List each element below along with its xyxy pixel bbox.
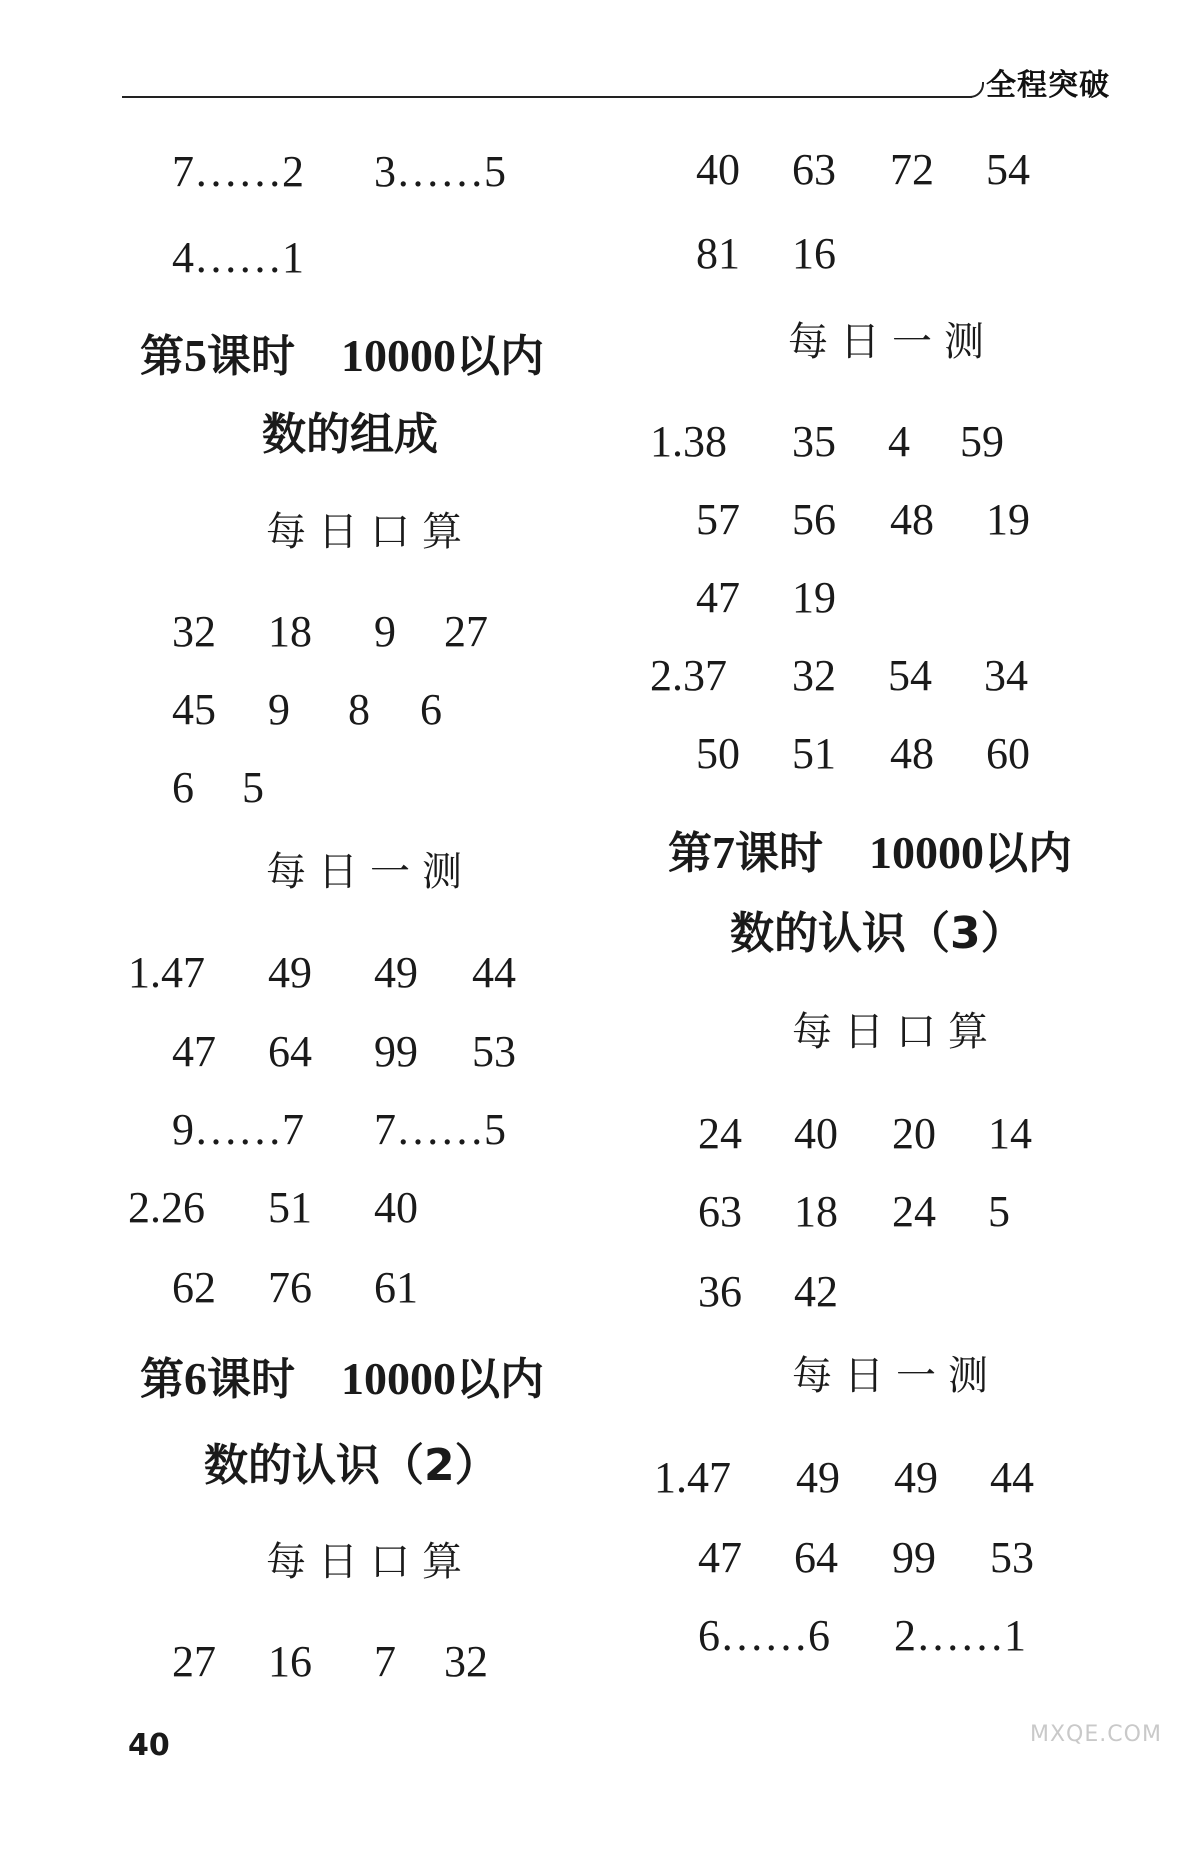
answer-value: 49 bbox=[268, 948, 312, 997]
lesson-6-title bbox=[140, 1353, 544, 1405]
lesson-title-suffix: 以内 bbox=[455, 1354, 544, 1405]
header-brand: 全程突破 bbox=[986, 68, 1110, 103]
answer-value: 53 bbox=[990, 1533, 1034, 1582]
answer-value: 81 bbox=[696, 229, 740, 278]
answer-value: 60 bbox=[986, 729, 1030, 778]
answer-value: 45 bbox=[172, 685, 216, 734]
answer-value: 47 bbox=[698, 1533, 742, 1582]
section-heading-daily-mental-math: 每日口算 bbox=[792, 1009, 1000, 1055]
section-heading-daily-test: 每日一测 bbox=[266, 849, 474, 895]
answer-value: 63 bbox=[792, 145, 836, 194]
answer-value: 8 bbox=[348, 685, 370, 734]
watermark: MXQE.COM bbox=[1030, 1722, 1162, 1747]
answer-value: 50 bbox=[696, 729, 740, 778]
answer-value: 18 bbox=[794, 1187, 838, 1236]
answer-value: 9 bbox=[374, 607, 396, 656]
answer-value: 53 bbox=[472, 1027, 516, 1076]
answer-value: 2.37 bbox=[650, 651, 727, 700]
answer-value: 44 bbox=[990, 1453, 1034, 1502]
answer-value: 99 bbox=[374, 1027, 418, 1076]
header-hook-ornament bbox=[968, 82, 984, 98]
answer-value: 32 bbox=[792, 651, 836, 700]
answer-line bbox=[698, 1611, 1026, 1746]
lesson-7-subtitle: 数的认识（3） bbox=[730, 908, 1025, 959]
lesson-title-prefix: 第 bbox=[140, 1354, 184, 1405]
answer-line bbox=[172, 763, 264, 898]
answer-value: 3……5 bbox=[374, 147, 506, 196]
lesson-number: 6 bbox=[184, 1353, 207, 1404]
answer-value: 47 bbox=[696, 573, 740, 622]
lesson-title-prefix: 第 bbox=[668, 828, 712, 879]
answer-value: 49 bbox=[796, 1453, 840, 1502]
answer-value: 19 bbox=[986, 495, 1030, 544]
lesson-title-suffix: 以内 bbox=[983, 828, 1072, 879]
answer-value: 64 bbox=[268, 1027, 312, 1076]
page-number: 40 bbox=[128, 1728, 170, 1763]
lesson-5-subtitle: 数的组成 bbox=[262, 409, 438, 460]
answer-value: 6 bbox=[172, 763, 194, 812]
answer-value: 19 bbox=[792, 573, 836, 622]
lesson-title-mid: 课时 bbox=[735, 828, 823, 879]
answer-value: 63 bbox=[698, 1187, 742, 1236]
answer-value: 61 bbox=[374, 1263, 418, 1312]
answer-value: 7 bbox=[374, 1637, 396, 1686]
lesson-7-title bbox=[668, 827, 1072, 879]
answer-value: 9 bbox=[268, 685, 290, 734]
section-heading-daily-test: 每日一测 bbox=[788, 319, 996, 365]
answer-value: 24 bbox=[892, 1187, 936, 1236]
answer-value: 76 bbox=[268, 1263, 312, 1312]
answer-value: 59 bbox=[960, 417, 1004, 466]
answer-line bbox=[172, 233, 304, 324]
answer-value: 32 bbox=[444, 1637, 488, 1686]
answer-line bbox=[698, 1267, 838, 1402]
answer-value: 7……2 bbox=[172, 147, 304, 196]
answer-value: 42 bbox=[794, 1267, 838, 1316]
answer-value: 2……1 bbox=[894, 1611, 1026, 1660]
answer-value: 5 bbox=[242, 763, 264, 812]
answer-value: 35 bbox=[792, 417, 836, 466]
answer-value: 54 bbox=[888, 651, 932, 700]
answer-value: 40 bbox=[794, 1109, 838, 1158]
lesson-6-subtitle: 数的认识（2） bbox=[204, 1440, 499, 1491]
lesson-range: 10000 bbox=[868, 827, 984, 878]
answer-value: 44 bbox=[472, 948, 516, 997]
lesson-number: 7 bbox=[712, 827, 735, 878]
answer-value: 40 bbox=[696, 145, 740, 194]
answer-value: 64 bbox=[794, 1533, 838, 1582]
answer-value: 99 bbox=[892, 1533, 936, 1582]
answer-value: 51 bbox=[268, 1183, 312, 1232]
answer-value: 4 bbox=[888, 417, 910, 466]
section-heading-daily-test: 每日一测 bbox=[792, 1353, 1000, 1399]
answer-value: 9……7 bbox=[172, 1105, 304, 1154]
answer-value: 48 bbox=[890, 729, 934, 778]
lesson-number: 5 bbox=[184, 330, 207, 381]
answer-value: 54 bbox=[986, 145, 1030, 194]
answer-value: 6 bbox=[420, 685, 442, 734]
answer-value: 40 bbox=[374, 1183, 418, 1232]
answer-value: 6……6 bbox=[698, 1611, 830, 1660]
answer-value: 36 bbox=[698, 1267, 742, 1316]
answer-value: 49 bbox=[894, 1453, 938, 1502]
answer-value: 14 bbox=[988, 1109, 1032, 1158]
answer-value: 48 bbox=[890, 495, 934, 544]
answer-value: 51 bbox=[792, 729, 836, 778]
answer-value: 34 bbox=[984, 651, 1028, 700]
answer-value: 5 bbox=[988, 1187, 1010, 1236]
lesson-range: 10000 bbox=[340, 1353, 456, 1404]
answer-value: 72 bbox=[890, 145, 934, 194]
answer-value: 27 bbox=[172, 1637, 216, 1686]
lesson-title-prefix: 第 bbox=[140, 331, 184, 382]
answer-value: 1.47 bbox=[654, 1453, 731, 1502]
answer-value: 18 bbox=[268, 607, 312, 656]
answer-value: 16 bbox=[792, 229, 836, 278]
lesson-5-title bbox=[140, 330, 544, 382]
answer-value: 7……5 bbox=[374, 1105, 506, 1154]
section-heading-daily-mental-math: 每日口算 bbox=[266, 1539, 474, 1585]
answer-value: 1.47 bbox=[128, 948, 205, 997]
answer-value: 32 bbox=[172, 607, 216, 656]
answer-value: 16 bbox=[268, 1637, 312, 1686]
answer-value: 20 bbox=[892, 1109, 936, 1158]
answer-value: 47 bbox=[172, 1027, 216, 1076]
lesson-title-mid: 课时 bbox=[207, 331, 295, 382]
answer-value: 4……1 bbox=[172, 233, 304, 282]
answer-line bbox=[172, 1637, 488, 1860]
lesson-title-suffix: 以内 bbox=[455, 331, 544, 382]
answer-value: 2.26 bbox=[128, 1183, 205, 1232]
answer-value: 1.38 bbox=[650, 417, 727, 466]
answer-value: 27 bbox=[444, 607, 488, 656]
answer-value: 62 bbox=[172, 1263, 216, 1312]
section-heading-daily-mental-math: 每日口算 bbox=[266, 509, 474, 555]
answer-value: 24 bbox=[698, 1109, 742, 1158]
answer-line bbox=[696, 229, 836, 364]
answer-value: 57 bbox=[696, 495, 740, 544]
answer-value: 56 bbox=[792, 495, 836, 544]
header-rule bbox=[122, 96, 972, 98]
answer-value: 49 bbox=[374, 948, 418, 997]
lesson-title-mid: 课时 bbox=[207, 1354, 295, 1405]
lesson-range: 10000 bbox=[340, 330, 456, 381]
